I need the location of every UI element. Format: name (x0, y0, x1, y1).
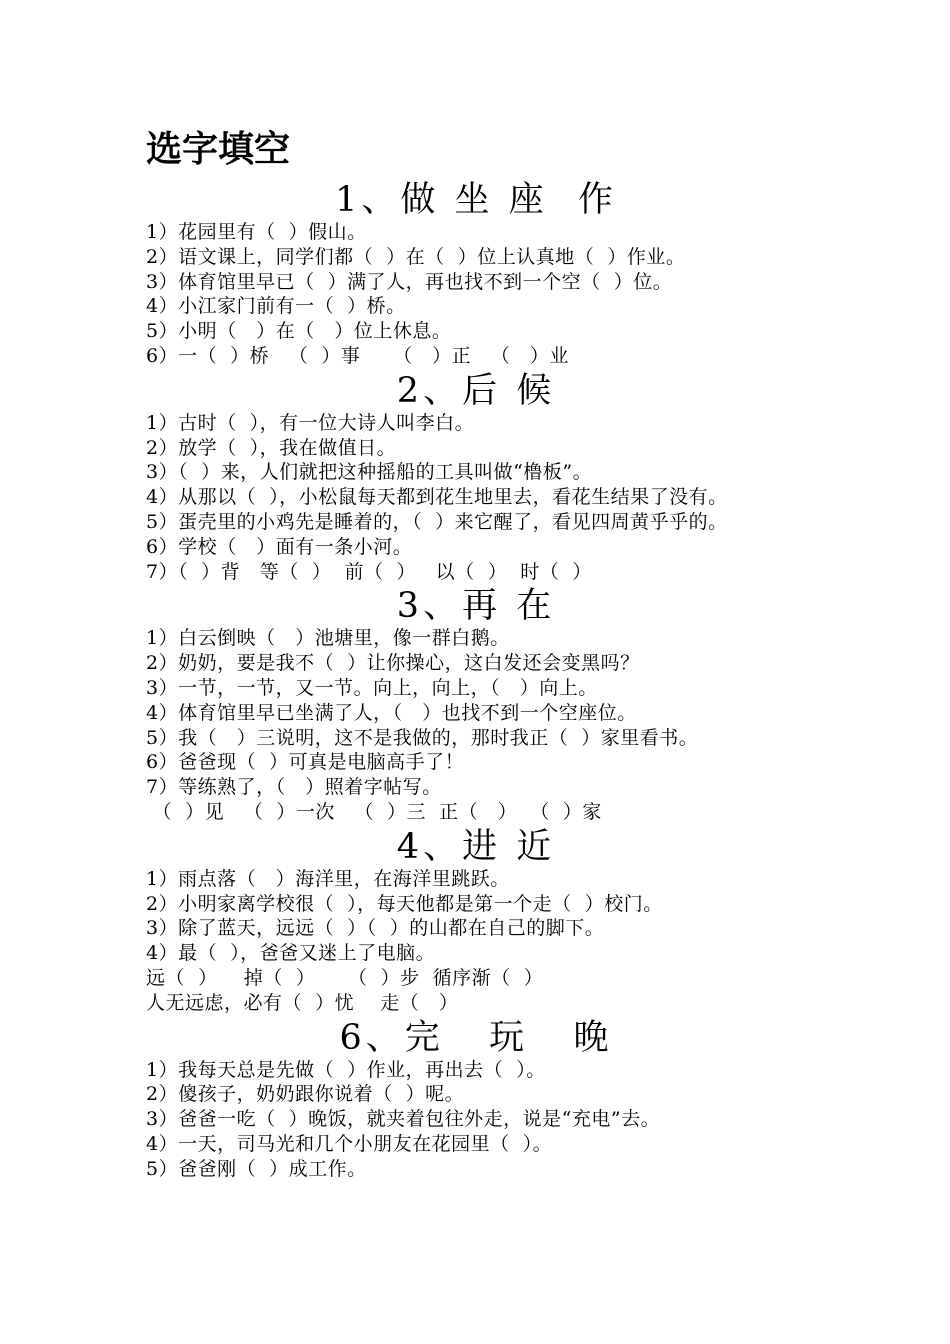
exercise-line: 2）语文课上，同学们都（ ）在（ ）位上认真地（ ）作业。 (146, 245, 686, 268)
exercise-line: 3）（ ）来，人们就把这种摇船的工具叫做“橹板”。 (146, 461, 593, 484)
exercise-line: 3）除了蓝天，远远（ ）（ ）的山都在自己的脚下。 (146, 917, 605, 940)
exercise-line: 2）放学（ ），我在做值日。 (146, 436, 397, 459)
section-heading: 3、再 在 (396, 586, 556, 627)
exercise-line: 4）从那以（ ），小松鼠每天都到花生地里去，看花生结果了没有。 (146, 486, 728, 509)
exercise-line: 5）我（ ）三说明，这不是我做的，那时我正（ ）家里看书。 (146, 726, 699, 749)
exercise-line: 6）学校（ ）面有一条小河。 (146, 535, 413, 558)
exercise-line: 5）小明（ ）在（ ）位上休息。 (146, 320, 452, 343)
section-heading: 4、进 近 (396, 826, 556, 867)
exercise-line: 1）花园里有（ ）假山。 (146, 221, 367, 243)
exercise-line: 3）爸爸一吃（ ）晚饭，就夹着包往外走，说是“充电”去。 (146, 1108, 661, 1131)
exercise-line: 4）体育馆里早已坐满了人，（ ）也找不到一个空座位。 (146, 701, 637, 724)
section-1 (146, 178, 846, 369)
exercise-line: 远（ ） 掉（ ） （ ）步 循序渐（ ） (146, 966, 544, 989)
section-heading: 1、做 坐 座 作 (335, 180, 617, 220)
exercise-line: 7）等练熟了，（ ）照着字帖写。 (146, 776, 442, 799)
section-heading: 2、后 候 (396, 370, 556, 411)
exercise-line: 2）奶奶，要是我不（ ）让你操心，这白发还会变黑吗？ (146, 652, 640, 675)
section-4 (146, 825, 846, 1016)
exercise-line: 4）最（ ），爸爸又迷上了电脑。 (146, 942, 436, 965)
exercise-line: 1）雨点落（ ）海洋里，在海洋里跳跃。 (146, 867, 510, 890)
exercise-line: 6）爸爸现（ ）可真是电脑高手了！ (146, 751, 465, 774)
exercise-line: 5）爸爸刚（ ）成工作。 (146, 1157, 367, 1180)
section-heading: 6、完 玩 晚 (339, 1017, 613, 1058)
exercise-line: 2）小明家离学校很（ ），每天他都是第一个走（ ）校门。 (146, 892, 663, 915)
exercise-line: 5）蛋壳里的小鸡先是睡着的，（ ）来它醒了，看见四周黄乎乎的。 (146, 510, 728, 533)
exercise-line: 4）一天，司马光和几个小朋友在花园里（ ）。 (146, 1132, 553, 1155)
exercise-line: 3）体育馆里早已（ ）满了人，再也找不到一个空（ ）位。 (146, 270, 673, 293)
section-6 (146, 1016, 846, 1182)
exercise-line: 2）傻孩子，奶奶跟你说着（ ）呢。 (146, 1083, 465, 1106)
exercise-line: （ ）见 （ ）一次 （ ）三 正（ ） （ ）家 (146, 800, 602, 823)
exercise-line: 1）我每天总是先做（ ）作业，再出去（ ）。 (146, 1058, 546, 1081)
section-3 (146, 584, 846, 824)
exercise-line: 6）一（ ）桥 （ ）事 （ ）正 （ ）业 (146, 344, 569, 367)
exercise-line: 1）古时（ ），有一位大诗人叫李白。 (146, 411, 475, 434)
exercise-line: 1）白云倒映（ ）池塘里，像一群白鹅。 (146, 627, 510, 650)
section-2 (146, 369, 846, 585)
worksheet-title: 选字填空 (146, 129, 291, 170)
exercise-line: 4）小江家门前有一（ ）桥。 (146, 295, 406, 318)
exercise-line: 人无远虑，必有（ ）忧 走（ ） (146, 991, 459, 1014)
exercise-line: 7）（ ）背 等（ ） 前（ ） 以（ ） 时（ ） (146, 560, 592, 583)
exercise-line: 3）一节，一节，又一节。向上，向上，（ ）向上。 (146, 676, 598, 699)
worksheet-page (146, 128, 846, 1182)
